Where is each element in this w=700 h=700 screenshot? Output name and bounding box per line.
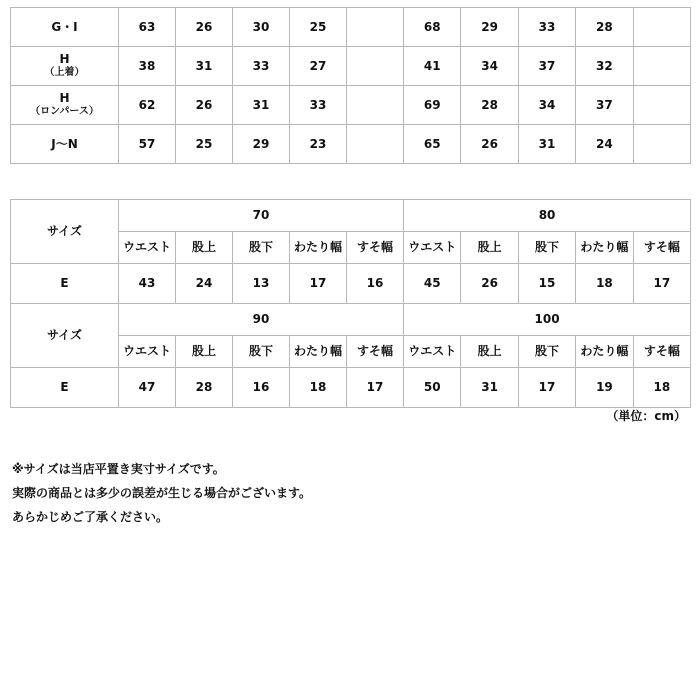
cell: 30 — [233, 8, 290, 47]
cell: 24 — [576, 125, 633, 164]
cell — [347, 8, 404, 47]
cell: 41 — [404, 47, 461, 86]
cell: 38 — [119, 47, 176, 86]
cell — [347, 86, 404, 125]
cell: 31 — [233, 86, 290, 125]
cell: 28 — [176, 368, 233, 408]
cell: 26 — [461, 264, 518, 304]
table-row — [11, 368, 691, 408]
cell — [347, 125, 404, 164]
cell: 43 — [119, 264, 176, 304]
cell — [633, 8, 690, 47]
row-label: G・I — [11, 8, 119, 47]
size-table-top — [10, 7, 691, 164]
cell: 18 — [290, 368, 347, 408]
cell: 18 — [633, 368, 690, 408]
table-row — [11, 86, 691, 125]
cell: 45 — [404, 264, 461, 304]
table-row — [11, 264, 691, 304]
column-header: ウエスト — [119, 336, 176, 368]
column-header: 股下 — [518, 336, 575, 368]
cell — [633, 125, 690, 164]
column-header: 股下 — [518, 232, 575, 264]
cell: 31 — [176, 47, 233, 86]
size-table-bottom — [10, 199, 691, 408]
column-header: ウエスト — [404, 336, 461, 368]
cell: 33 — [518, 8, 575, 47]
cell: 19 — [576, 368, 633, 408]
cell: 57 — [119, 125, 176, 164]
cell: 26 — [176, 86, 233, 125]
column-header: すそ幅 — [633, 336, 690, 368]
cell: 13 — [233, 264, 290, 304]
cell: 34 — [518, 86, 575, 125]
cell: 17 — [633, 264, 690, 304]
cell: 24 — [176, 264, 233, 304]
note-line: ※サイズは当店平置き実寸サイズです。 — [12, 462, 225, 476]
cell: 33 — [290, 86, 347, 125]
table-row — [11, 304, 691, 336]
size-header: 100 — [404, 304, 691, 336]
column-header: 股上 — [461, 232, 518, 264]
cell: 25 — [290, 8, 347, 47]
cell: 23 — [290, 125, 347, 164]
row-label: J～N — [11, 125, 119, 164]
column-header: 股下 — [233, 336, 290, 368]
cell: 15 — [518, 264, 575, 304]
cell: 65 — [404, 125, 461, 164]
cell: 26 — [461, 125, 518, 164]
cell: 27 — [290, 47, 347, 86]
cell: 18 — [576, 264, 633, 304]
cell: 31 — [461, 368, 518, 408]
cell — [633, 47, 690, 86]
cell: 31 — [518, 125, 575, 164]
column-header: ウエスト — [119, 232, 176, 264]
cell: 28 — [576, 8, 633, 47]
note-line: 実際の商品とは多少の誤差が生じる場合がございます。 — [12, 486, 312, 500]
table-row — [11, 8, 691, 47]
column-header: わたり幅 — [576, 336, 633, 368]
column-header: 股上 — [461, 336, 518, 368]
cell: 17 — [518, 368, 575, 408]
table-row — [11, 47, 691, 86]
cell: 50 — [404, 368, 461, 408]
cell: 33 — [233, 47, 290, 86]
row-label: H （上着） — [11, 47, 119, 86]
column-header: 股下 — [233, 232, 290, 264]
cell: 29 — [461, 8, 518, 47]
cell: 63 — [119, 8, 176, 47]
cell: 32 — [576, 47, 633, 86]
cell: 37 — [518, 47, 575, 86]
cell: 69 — [404, 86, 461, 125]
cell — [633, 86, 690, 125]
note-line: あらかじめご了承ください。 — [12, 510, 169, 524]
row-label: H （ロンパース） — [11, 86, 119, 125]
notes — [12, 457, 311, 529]
size-header: 80 — [404, 200, 691, 232]
cell: 47 — [119, 368, 176, 408]
cell: 26 — [176, 8, 233, 47]
unit-note: （単位：cm） — [606, 409, 686, 423]
column-header: 股上 — [176, 232, 233, 264]
cell: 17 — [347, 368, 404, 408]
cell: 34 — [461, 47, 518, 86]
column-header: すそ幅 — [347, 232, 404, 264]
column-header: わたり幅 — [290, 232, 347, 264]
size-label: サイズ — [11, 200, 119, 264]
cell: 25 — [176, 125, 233, 164]
cell: 17 — [290, 264, 347, 304]
cell: 16 — [347, 264, 404, 304]
cell: 68 — [404, 8, 461, 47]
row-label: E — [11, 264, 119, 304]
table-row — [11, 125, 691, 164]
cell: 62 — [119, 86, 176, 125]
cell: 28 — [461, 86, 518, 125]
size-header: 70 — [119, 200, 404, 232]
cell: 37 — [576, 86, 633, 125]
column-header: わたり幅 — [576, 232, 633, 264]
cell — [347, 47, 404, 86]
column-header: わたり幅 — [290, 336, 347, 368]
column-header: すそ幅 — [347, 336, 404, 368]
column-header: ウエスト — [404, 232, 461, 264]
size-label: サイズ — [11, 304, 119, 368]
column-header: すそ幅 — [633, 232, 690, 264]
row-label: E — [11, 368, 119, 408]
table-row — [11, 200, 691, 232]
cell: 16 — [233, 368, 290, 408]
size-header: 90 — [119, 304, 404, 336]
column-header: 股上 — [176, 336, 233, 368]
cell: 29 — [233, 125, 290, 164]
